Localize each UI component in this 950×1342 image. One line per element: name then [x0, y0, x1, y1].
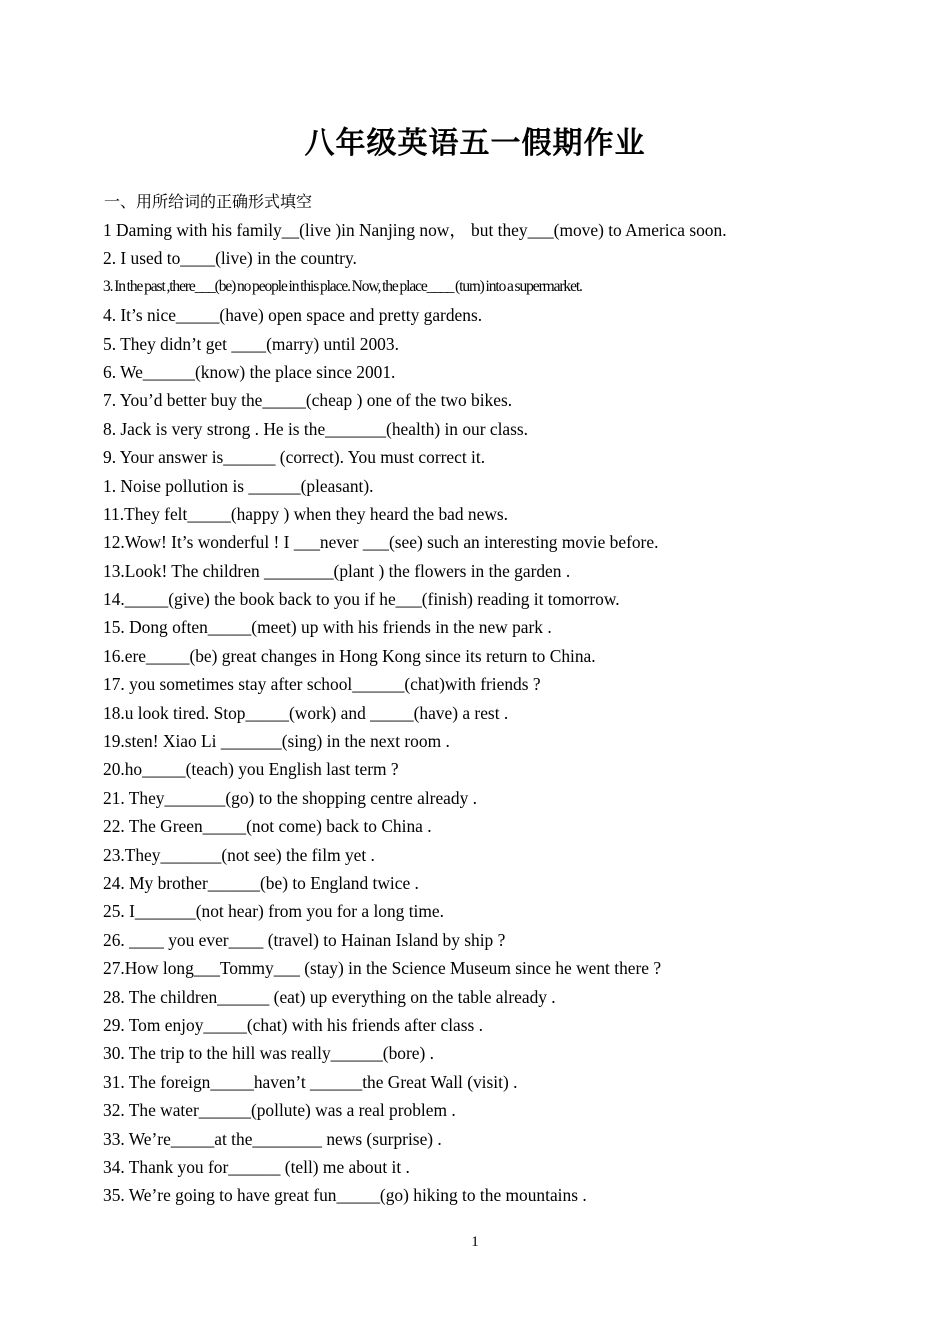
exercise-item: 24. My brother______(be) to England twice .	[103, 872, 419, 893]
exercise-item: 7. You’d better buy the_____(cheap ) one of the two bikes.	[103, 390, 513, 411]
section-heading: 一、用所给词的正确形式填空	[104, 192, 313, 211]
exercise-item: 4. It’s nice_____(have) open space and pretty gardens.	[103, 305, 483, 326]
exercise-item: 9. Your answer is______ (correct). You must correct it.	[103, 447, 486, 468]
exercise-item: 5. They didn’t get ____(marry) until 2003.	[103, 333, 399, 354]
exercise-item: 28. The children______ (eat) up everything on the table already .	[103, 986, 556, 1007]
exercise-item: 25. I_______(not hear) from you for a long time.	[103, 901, 444, 922]
exercise-item: 13.Look! The children ________(plant ) the flowers in the garden .	[103, 560, 571, 581]
exercise-item: 19.sten! Xiao Li _______(sing) in the next room .	[103, 731, 450, 752]
exercise-item: 3. In the past ,there___(be) no people in this place. Now, the place____ (turn) into a supermarket.	[103, 277, 582, 295]
exercise-item: 22. The Green_____(not come) back to China .	[103, 816, 432, 837]
exercise-item: 17. you sometimes stay after school______(chat)with friends ?	[103, 674, 541, 695]
exercise-item: 27.How long___Tommy___ (stay) in the Science Museum since he went there ?	[103, 958, 662, 979]
exercise-item: 15. Dong often_____(meet) up with his friends in the new park .	[103, 617, 552, 638]
exercise-item: 29. Tom enjoy_____(chat) with his friends after class .	[103, 1014, 484, 1035]
exercise-item: 12.Wow! It’s wonderful ! I ___never ___(see) such an interesting movie before.	[103, 532, 659, 553]
exercise-item: 1. Noise pollution is ______(pleasant).	[103, 475, 374, 496]
exercise-item: 26. ____ you ever____ (travel) to Hainan Island by ship ?	[103, 929, 506, 950]
exercise-item: 8. Jack is very strong . He is the_______(health) in our class.	[103, 418, 529, 439]
exercise-item: 32. The water______(pollute) was a real problem .	[103, 1100, 456, 1121]
exercise-item: 16.ere_____(be) great changes in Hong Kong since its return to China.	[103, 645, 596, 666]
exercise-item: 1 Daming with his family__(live )in Nanjing now， but they___(move) to America soon.	[103, 220, 727, 240]
page-title: 八年级英语五一假期作业	[304, 126, 646, 161]
exercise-list	[103, 216, 863, 1210]
exercise-item: 11.They felt_____(happy ) when they heard the bad news.	[103, 503, 509, 524]
exercise-item: 6. We______(know) the place since 2001.	[103, 361, 396, 382]
page-number: 1	[471, 1234, 479, 1250]
exercise-item: 20.ho_____(teach) you English last term ?	[103, 759, 399, 780]
exercise-item: 21. They_______(go) to the shopping centre already .	[103, 787, 477, 808]
exercise-item: 31. The foreign_____haven’t ______the Great Wall (visit) .	[103, 1071, 518, 1092]
exercise-item: 35. We’re going to have great fun_____(go) hiking to the mountains .	[103, 1185, 587, 1206]
exercise-item: 30. The trip to the hill was really______(bore) .	[103, 1043, 434, 1064]
exercise-item: 33. We’re_____at the________ news (surprise) .	[103, 1128, 442, 1149]
exercise-item: 2. I used to____(live) in the country.	[103, 248, 357, 269]
exercise-item: 18.u look tired. Stop_____(work) and _____(have) a rest .	[103, 702, 509, 723]
exercise-item: 14._____(give) the book back to you if he___(finish) reading it tomorrow.	[103, 589, 620, 610]
exercise-item: 23.They_______(not see) the film yet .	[103, 844, 375, 865]
exercise-item: 34. Thank you for______ (tell) me about it .	[103, 1156, 410, 1177]
